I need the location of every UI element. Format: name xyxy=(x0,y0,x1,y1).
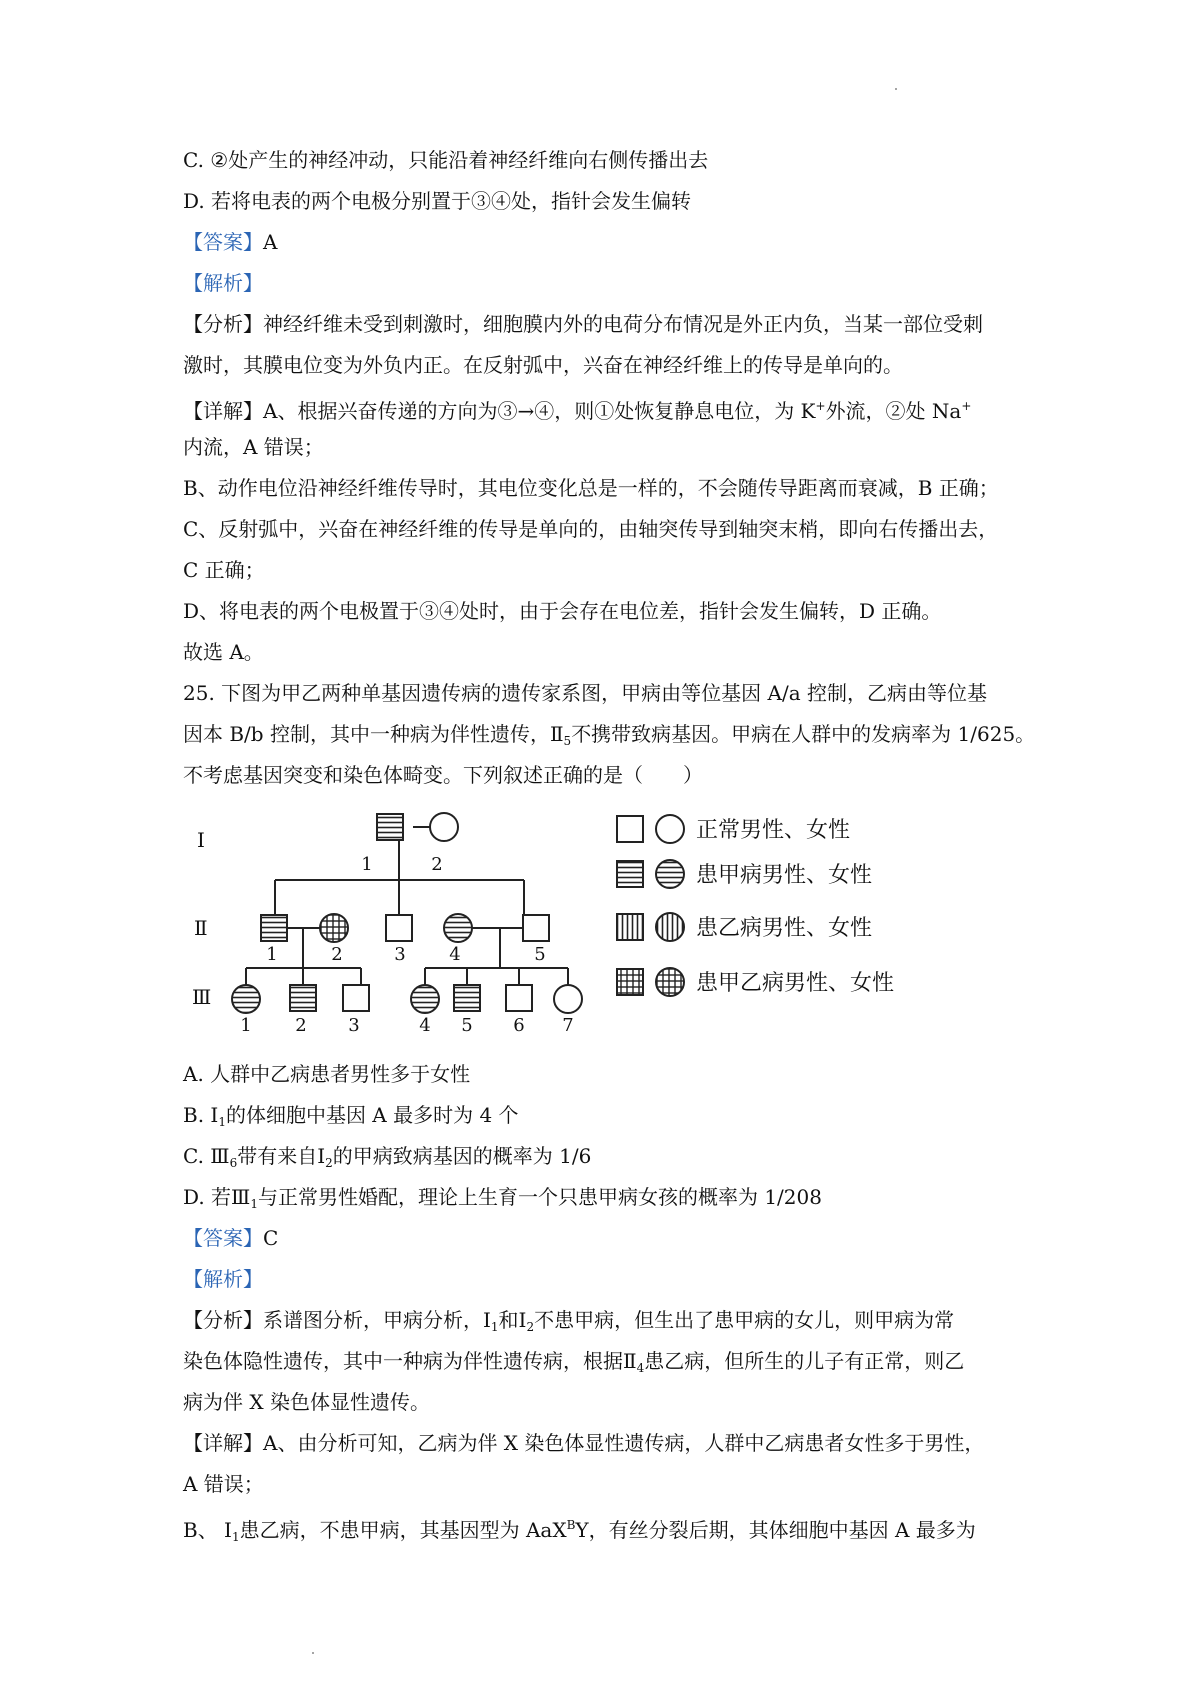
line-b1: B、动作电位沿神经纤维传导时，其电位变化总是一样的，不会随传导距离而衰减，B 正确； xyxy=(183,476,999,500)
subscript: 2 xyxy=(325,1156,333,1170)
opt-text: C. Ⅲ xyxy=(183,1144,230,1168)
answer-value: A xyxy=(263,230,278,254)
num-II-3: 3 xyxy=(394,944,406,965)
subscript: 6 xyxy=(229,1156,238,1170)
answer-tag: 【答案】 xyxy=(183,230,263,254)
pedigree-III-2-male-jia xyxy=(290,985,316,1011)
xiangjie-tag: 【详解】 xyxy=(183,1431,263,1455)
opt-text: 的体细胞中基因 A 最多时为 4 个 xyxy=(225,1103,519,1127)
last-text: Y，有丝分裂后期，其体细胞中基因 A 最多为 xyxy=(575,1518,976,1542)
option-b xyxy=(183,1101,519,1136)
option-a: A. 人群中乙病患者男性多于女性 xyxy=(183,1062,471,1086)
num-I-1: 1 xyxy=(361,854,373,875)
gen-label-III: Ⅲ xyxy=(192,985,212,1009)
q25-text: 不携带致病基因。甲病在人群中的发病率为 1/625。 xyxy=(571,722,1036,746)
pedigree-III-1-female-jia xyxy=(232,985,260,1013)
legend-label-normal: 正常男性、女性 xyxy=(696,818,851,843)
answer-value: C xyxy=(263,1226,279,1250)
fenxi-text: 不患甲病，但生出了患甲病的女儿，则甲病为常 xyxy=(534,1308,955,1332)
pedigree-III-6-male-normal xyxy=(506,985,532,1011)
pedigree-II-1-male-jia xyxy=(261,915,287,941)
legend-normal-male xyxy=(617,816,643,842)
opt-text: 与正常男性婚配，理论上生育一个只患甲病女孩的概率为 1/208 xyxy=(257,1185,822,1209)
subscript: 1 xyxy=(490,1320,499,1334)
xiangjie-2b: A 错误； xyxy=(183,1472,264,1496)
option-d xyxy=(183,1183,822,1218)
gen-label-I: Ⅰ xyxy=(197,828,205,852)
fenxi-text: 患乙病，但所生的儿子有正常，则乙 xyxy=(644,1349,965,1373)
last-text: 患乙病，不患甲病，其基因型为 AaX xyxy=(239,1518,567,1542)
opt-text: D. 若Ⅲ xyxy=(183,1185,251,1209)
xiangjie-tag: 【详解】 xyxy=(183,399,263,423)
num-II-4: 4 xyxy=(449,944,461,965)
line-d1: D、将电表的两个电极置于③④处时，由于会存在电位差，指针会发生偏转，D 正确。 xyxy=(183,599,942,623)
num-III-4: 4 xyxy=(419,1015,431,1036)
subscript: 1 xyxy=(231,1530,240,1544)
legend-normal-female xyxy=(656,815,684,843)
q25-line-c: 不考虑基因突变和染色体畸变。下列叙述正确的是（ ） xyxy=(183,763,703,787)
pedigree-III-5-male-jia xyxy=(454,985,480,1011)
analysis-tag: 【解析】 xyxy=(183,271,263,295)
num-I-2: 2 xyxy=(431,854,443,875)
last-line xyxy=(183,1511,976,1551)
fenxi-2b xyxy=(183,1347,964,1382)
analysis-tag: 【解析】 xyxy=(183,1267,263,1291)
num-III-3: 3 xyxy=(348,1015,360,1036)
opt-text: 带有来自Ⅰ xyxy=(237,1144,326,1168)
legend-label-jia: 患甲病男性、女性 xyxy=(696,863,873,888)
fenxi-text: 染色体隐性遗传，其中一种病为伴性遗传病，根据Ⅱ xyxy=(183,1349,637,1373)
num-III-7: 7 xyxy=(562,1015,574,1036)
opt-text: B. Ⅰ xyxy=(183,1103,219,1127)
num-III-5: 5 xyxy=(461,1015,473,1036)
pedigree-II-4-female-jia xyxy=(444,914,472,942)
pedigree-II-2-female-both xyxy=(320,914,348,942)
option-c xyxy=(183,1142,591,1177)
xiangjie-text-mid: 外流，②处 Na xyxy=(825,399,962,423)
subscript: 2 xyxy=(526,1320,535,1334)
legend-jia-male xyxy=(617,861,643,887)
fenxi-1b: 激时，其膜电位变为外负内正。在反射弧中，兴奋在神经纤维上的传导是单向的。 xyxy=(183,353,903,377)
fenxi-2a xyxy=(183,1306,954,1341)
pedigree-I-2-female-normal xyxy=(430,813,458,841)
line-c1: C、反射弧中，兴奋在神经纤维的传导是单向的，由轴突传导到轴突末梢，即向右传播出去， xyxy=(183,517,999,541)
num-III-1: 1 xyxy=(240,1015,252,1036)
fenxi-2c: 病为伴 X 染色体显性遗传。 xyxy=(183,1390,430,1414)
opt-text: 的甲病致病基因的概率为 1/6 xyxy=(332,1144,592,1168)
subscript: 1 xyxy=(250,1197,258,1211)
sup-plus: + xyxy=(815,399,826,413)
xiangjie-text: A、根据兴奋传递的方向为③→④，则①处恢复静息电位，为 K xyxy=(263,399,816,423)
num-II-5: 5 xyxy=(534,944,546,965)
fenxi-text: 和Ⅰ xyxy=(498,1308,527,1332)
num-II-2: 2 xyxy=(331,944,343,965)
fenxi-text: 系谱图分析，甲病分析，Ⅰ xyxy=(263,1308,491,1332)
legend-both-male xyxy=(617,969,643,995)
fenxi-text: 神经纤维未受到刺激时，细胞膜内外的电荷分布情况是外正内负，当某一部位受刺 xyxy=(263,312,983,336)
pedigree-II-3-male-normal xyxy=(386,915,412,941)
legend-label-yi: 患乙病男性、女性 xyxy=(696,916,873,941)
q25-line-a: 25. 下图为甲乙两种单基因遗传病的遗传家系图，甲病由等位基因 A/a 控制，乙病由等位基 xyxy=(183,681,987,705)
xiangjie-text: A、由分析可知，乙病为伴 X 染色体显性遗传病，人群中乙病患者女性多于男性， xyxy=(263,1431,985,1455)
last-text: B、 Ⅰ xyxy=(183,1518,232,1542)
legend-jia-female xyxy=(656,860,684,888)
legend-label-both: 患甲乙病男性、女性 xyxy=(696,971,895,996)
num-III-2: 2 xyxy=(295,1015,307,1036)
legend-both-female xyxy=(656,968,684,996)
fenxi-tag: 【分析】 xyxy=(183,312,263,336)
line-choose: 故选 A。 xyxy=(183,640,264,664)
answer-tag: 【答案】 xyxy=(183,1226,263,1250)
superscript: B xyxy=(566,1518,576,1532)
gen-label-II: Ⅱ xyxy=(194,916,208,940)
xiangjie-2a xyxy=(183,1429,984,1457)
scan-dot xyxy=(312,1652,314,1654)
sup-plus: + xyxy=(961,399,972,413)
xiangjie-1b: 内流，A 错误； xyxy=(183,435,324,459)
option-c-prev: C. ②处产生的神经冲动，只能沿着神经纤维向右侧传播出去 xyxy=(183,148,709,172)
line-c2: C 正确； xyxy=(183,558,265,582)
subscript: 1 xyxy=(218,1115,226,1129)
subscript: 5 xyxy=(563,734,572,748)
pedigree-III-4-female-jia xyxy=(411,985,439,1013)
legend-yi-female xyxy=(656,913,684,941)
answer-2 xyxy=(183,1224,278,1252)
option-d-prev: D. 若将电表的两个电极分别置于③④处，指针会发生偏转 xyxy=(183,189,692,213)
pedigree-I-1-male-jia xyxy=(377,814,403,840)
pedigree-III-7-female-normal xyxy=(554,985,582,1013)
legend-yi-male xyxy=(617,914,643,940)
fenxi-tag: 【分析】 xyxy=(183,1308,263,1332)
pedigree-II-5-male-normal xyxy=(523,915,549,941)
subscript: 4 xyxy=(636,1361,645,1375)
q25-text: 因本 B/b 控制，其中一种病为伴性遗传，Ⅱ xyxy=(183,722,564,746)
pedigree-III-3-male-normal xyxy=(343,985,369,1011)
num-III-6: 6 xyxy=(513,1015,525,1036)
num-II-1: 1 xyxy=(266,944,278,965)
